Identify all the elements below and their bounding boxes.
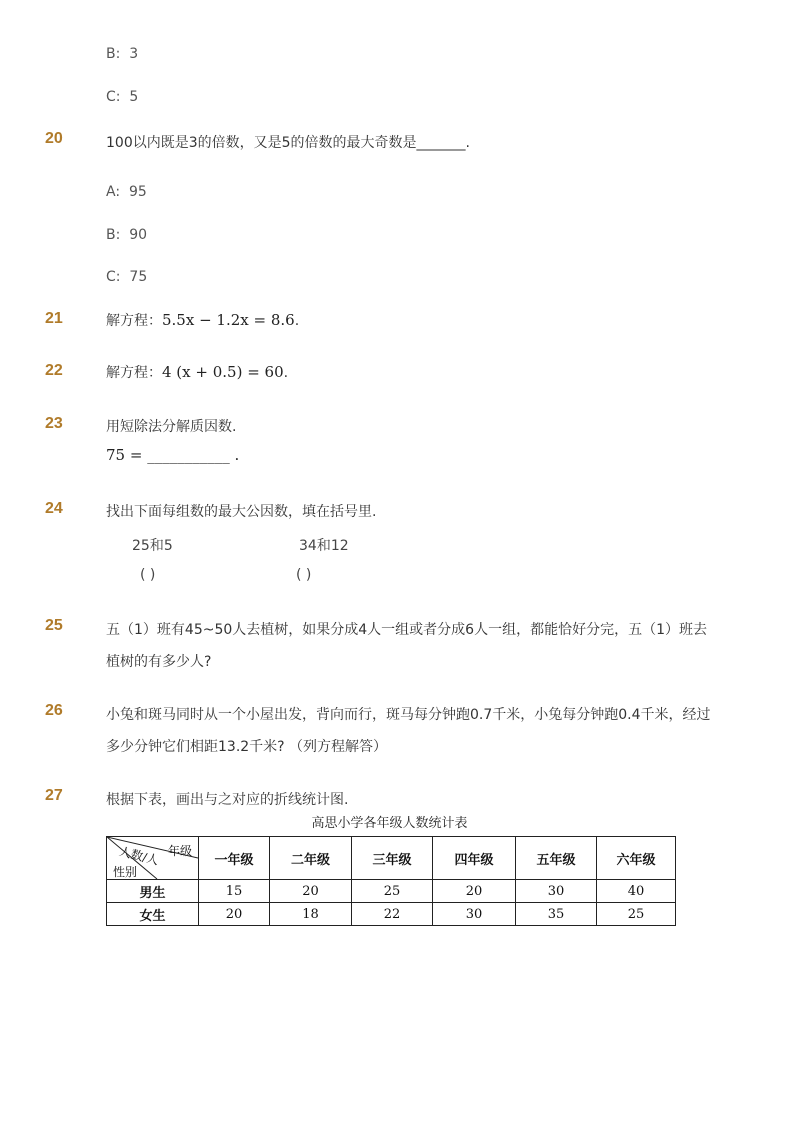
table-cell: 40 (597, 880, 676, 903)
row-label: 男生 (107, 880, 199, 903)
table-cell: 18 (270, 903, 352, 926)
column-header: 三年级 (352, 837, 433, 880)
corner-header-cell (107, 837, 199, 880)
stats-table (106, 836, 676, 926)
table-title: 高思小学各年级人数统计表 (311, 816, 468, 831)
question-number: 23 (45, 415, 63, 432)
row-label: 女生 (107, 903, 199, 926)
table-cell: 30 (433, 903, 516, 926)
corner-label-count: 人数/人 (117, 844, 161, 868)
question-text: 用短除法分解质因数. (106, 419, 237, 435)
option-b: B: 3 (106, 46, 139, 62)
table-row (107, 880, 676, 903)
corner-label-gender: 性别 (113, 865, 138, 879)
table-cell: 20 (433, 880, 516, 903)
table-cell: 20 (270, 880, 352, 903)
question-number: 22 (45, 362, 63, 379)
number-pair: 25和5 (132, 538, 173, 554)
table-cell: 25 (352, 880, 433, 903)
table-cell: 22 (352, 903, 433, 926)
column-header: 六年级 (597, 837, 676, 880)
option-c: C: 75 (106, 269, 148, 285)
question-text: 解方程：5.5x − 1.2x = 8.6. (106, 311, 300, 329)
table-header-row (107, 837, 676, 880)
question-text-line: 植树的有多少人? (106, 654, 212, 670)
table-cell: 20 (199, 903, 270, 926)
question-number: 21 (45, 310, 63, 327)
question-number: 24 (45, 500, 63, 517)
column-header: 五年级 (516, 837, 597, 880)
question-number: 25 (45, 617, 63, 634)
column-header: 四年级 (433, 837, 516, 880)
option-c: C: 5 (106, 89, 139, 105)
table-cell: 25 (597, 903, 676, 926)
corner-label-grade: 年级 (167, 844, 192, 858)
equation: 5.5x − 1.2x = 8.6 (162, 311, 295, 329)
answer-line: 75 = ___________ . (106, 446, 240, 464)
table-cell: 15 (199, 880, 270, 903)
question-text-line: 小兔和斑马同时从一个小屋出发，背向而行，斑马每分钟跑0.7千米，小兔每分钟跑0.4千米，经过 (106, 707, 711, 723)
equation: 4 (x + 0.5) = 60 (162, 363, 284, 381)
answer-paren: ( ) (296, 567, 312, 583)
question-number: 20 (45, 130, 63, 147)
option-a: A: 95 (106, 184, 147, 200)
question-text-line: 五（1）班有45~50人去植树，如果分成4人一组或者分成6人一组，都能恰好分完，五（1）班去 (106, 622, 707, 638)
table-cell: 30 (516, 880, 597, 903)
question-text-line: 多少分钟它们相距13.2千米? （列方程解答） (106, 739, 388, 755)
column-header: 二年级 (270, 837, 352, 880)
question-number: 27 (45, 787, 63, 804)
question-text: 根据下表，画出与之对应的折线统计图. (106, 792, 349, 808)
question-text: 100以内既是3的倍数，又是5的倍数的最大奇数是_______. (106, 135, 470, 151)
answer-paren: ( ) (140, 567, 156, 583)
table-row (107, 903, 676, 926)
number-pair: 34和12 (299, 538, 349, 554)
question-text: 找出下面每组数的最大公因数，填在括号里. (106, 504, 377, 520)
table-cell: 35 (516, 903, 597, 926)
column-header: 一年级 (199, 837, 270, 880)
question-number: 26 (45, 702, 63, 719)
option-b: B: 90 (106, 227, 148, 243)
question-text: 解方程：4 (x + 0.5) = 60. (106, 363, 289, 381)
